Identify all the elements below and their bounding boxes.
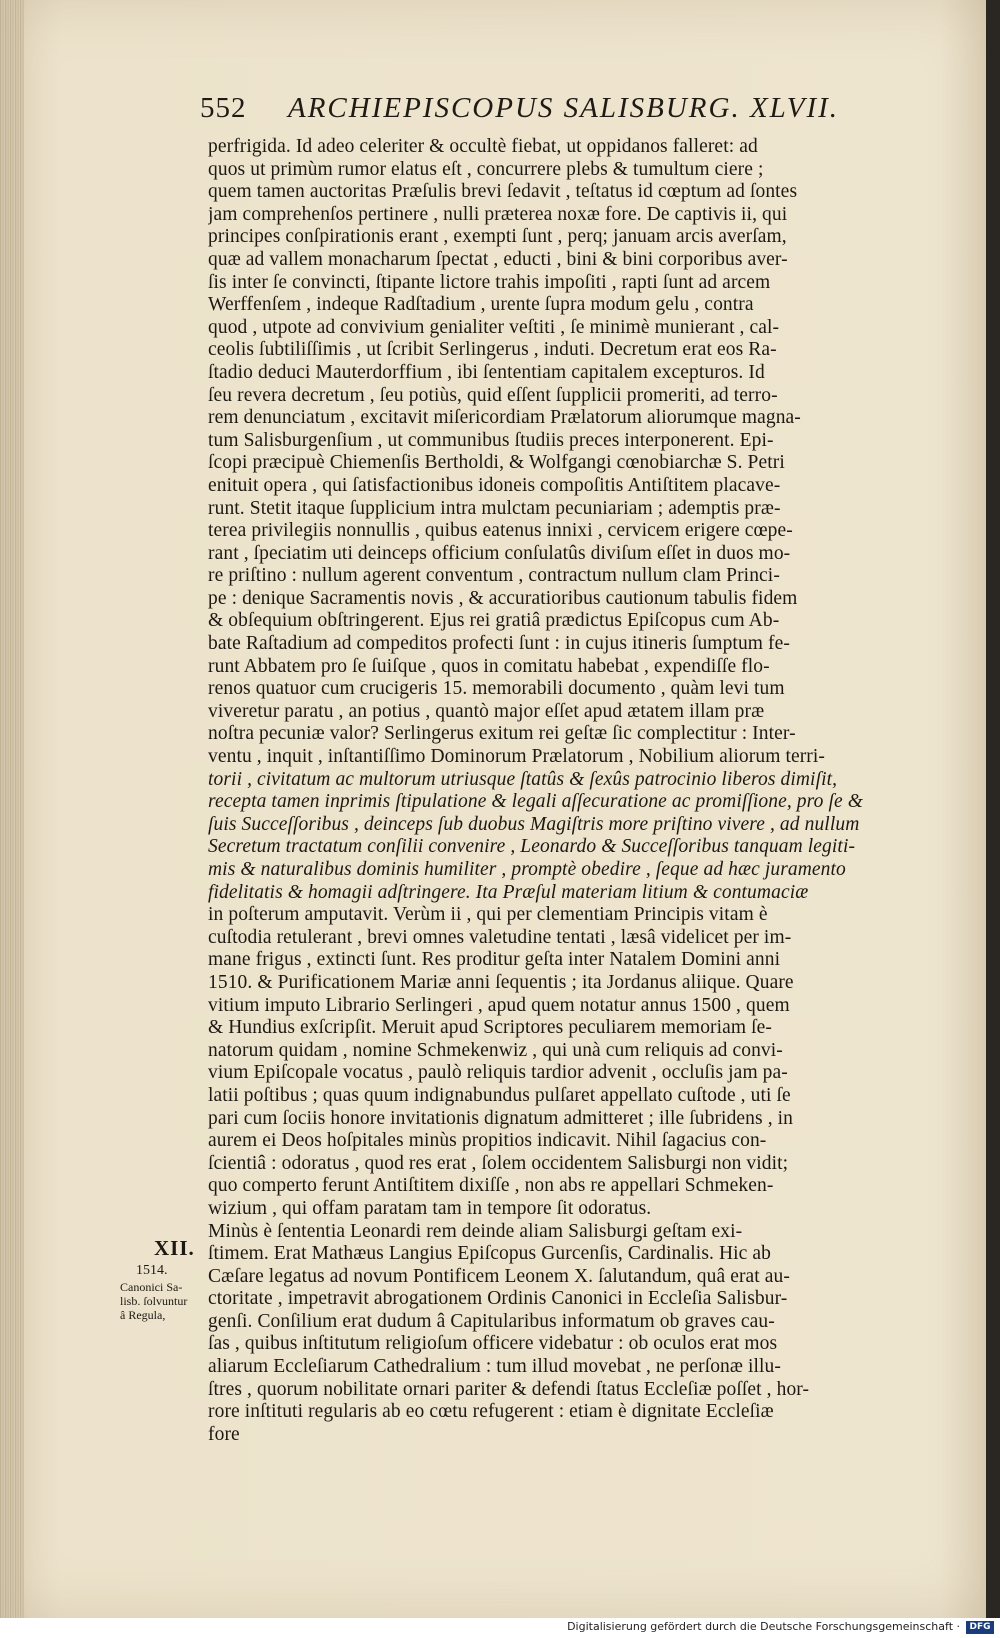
text-line: ſeu revera decretum , ſeu potiùs, quid eſſent ſupplicii promeriti, ad terro- [208,384,778,406]
text-line: viveretur paratu , an potius , quantò major eſſet apud ætatem illam præ [208,700,765,722]
page-number: 552 [200,92,247,124]
text-line: latii poſtibus ; quas quum indignabundus pulſaret appellato cuſtode , uti ſe [208,1084,791,1106]
text-line: perfrigida. Id adeo celeriter & occultè fiebat, ut oppidanos falleret: ad [208,136,758,157]
page-edge-stack [0,0,24,1618]
text-line: jam comprehenſos pertinere , nulli præterea noxæ fore. De captivis ii, qui [208,203,788,225]
text-line: pe : denique Sacramentis novis , & accuratioribus cautionum tabulis fidem [208,587,798,609]
dfg-logo-icon: DFG [966,1621,994,1634]
text-line: ceolis ſubtiliſſimis , ut ſcribit Serlingerus , induti. Decretum erat eos Ra- [208,339,777,361]
page-header [200,88,900,136]
text-line: & Hundius exſcripſit. Meruit apud Scriptores peculiarem memoriam ſe- [208,1017,773,1039]
text-line: fore [208,1423,240,1445]
text-line: Minùs è ſententia Leonardi rem deinde aliam Salisburgi geſtam exi- [208,1220,743,1242]
text-line: principes conſpirationis erant , exempti ſunt , perq; januam arcis averſam, [208,226,787,248]
margin-note [120,1280,220,1322]
margin-note-line: lisb. ſolvuntur [120,1294,188,1308]
margin-year: 1514. [136,1263,168,1278]
text-line: genſi. Conſilium erat dudum â Capitularibus informatum ob graves cau- [208,1310,775,1332]
text-line: Werffenſem , indeque Radſtadium , urente ſupra modum gelu , contra [208,294,754,316]
text-line: ſtadio deduci Mauterdorffium , ibi ſententiam capitalem excepturos. Id [208,361,765,383]
text-line: 1510. & Purificationem Mariæ anni ſequentis ; ita Jordanus aliique. Quare [208,971,794,993]
text-line: enituit opera , qui ſatisfactionibus idoneis compoſitis Antiſtitem placave- [208,474,781,496]
text-line: terea privilegiis nonnullis , quibus eatenus innixi , cervicem erigere cœpe- [208,520,793,542]
text-line: torii , civitatum ac multorum utriusque ſtatûs & ſexûs patrocinio liberos dimiſit, [208,768,838,790]
text-line: bate Raſtadium ad compeditos profecti ſunt : in cujus itineris ſumptum fe- [208,633,790,655]
text-line: runt Abbatem pro ſe ſuiſque , quos in comitatu habebat , expendiſſe flo- [208,655,770,677]
text-line: in poſterum amputavit. Verùm ii , qui per clementiam Principis vitam è [208,904,768,926]
text-line: ſcientiâ : odoratus , quod res erat , ſolem occidentem Salisburgi non vidit; [208,1152,789,1174]
text-line: mane frigus , extincti ſunt. Res proditur geſta inter Natalem Domini anni [208,949,781,971]
text-line: Secretum tractatum conſilii convenire , Leonardo & Succeſſoribus tanquam legiti- [208,836,856,858]
text-line: quo comperto ferunt Antiſtitem dixiſſe , non abs re appellari Schmeken- [208,1175,774,1197]
margin-note-line: Canonici Sa- [120,1280,183,1294]
text-line: ſtres , quorum nobilitate ornari pariter & defendi ſtatus Eccleſiæ poſſet , hor- [208,1378,810,1400]
text-line: quem tamen auctoritas Præſulis brevi ſedavit , teſtatus id cœptum ad ſontes [208,181,798,203]
text-line: rem denunciatum , excitavit miſericordiam Prælatorum aliorumque magna- [208,407,801,429]
text-line: ſtimem. Erat Mathæus Langius Epiſcopus Gurcenſis, Cardinalis. Hic ab [208,1243,771,1265]
text-line: vitium imputo Librario Serlingeri , apud quem notatur annus 1500 , quem [208,994,790,1016]
text-line: quæ ad vallem monacharum ſpectat , educti , bini & bini corporibus aver- [208,248,788,270]
text-line: wizium , qui offam paratam tam in tempore ſit odoratus. [208,1197,652,1219]
text-line: noſtra pecuniæ valor? Serlingerus exitum rei geſtæ ſic complectitur : Inter- [208,723,796,745]
text-line: cuſtodia retulerant , brevi omnes valetudine tentati , læsâ videlicet per im- [208,926,792,948]
text-line: ſuis Succeſſoribus , deinceps ſub duobus Magiſtris more priſtino vivere , ad nullum [208,813,860,835]
text-line: vium Epiſcopale vocatus , paulò reliquis tardior advenit , occluſis jam pa- [208,1062,788,1084]
text-line: tum Salisburgenſium , ut communibus ſtudiis preces interponerent. Epi- [208,429,774,451]
text-line: ſis inter ſe convincti, ſtipante lictore trahis impoſiti , rapti ſunt ad arcem [208,271,771,293]
text-line: mis & naturalibus dominis humiliter , promptè obedire , ſeque ad hæc juramento [208,859,846,880]
section-numeral: XII. [154,1236,195,1260]
text-line: aurem ei Deos hoſpitales minùs propitios indicavit. Nihil ſagacius con- [208,1130,767,1152]
text-line: rant , ſpeciatim uti deinceps officium conſulatûs diviſum eſſet in duos mo- [208,542,791,564]
footer-bar [0,1618,1000,1638]
text-line: Cæſare legatus ad novum Pontificem Leonem X. ſalutandum, quâ erat au- [208,1265,790,1287]
text-line: ctoritate , impetravit abrogationem Ordinis Canonici in Eccleſia Salisbur- [208,1288,788,1310]
running-head: ARCHIEPISCOPUS SALISBURG. XLVII. [288,92,840,124]
text-line: re priſtino : nullum agerent conventum , contractum nullum clam Princi- [208,565,780,587]
text-line: & obſequium obſtringerent. Ejus rei gratiâ prædictus Epiſcopus cum Ab- [208,610,780,632]
text-line: ſcopi præcipuè Chiemenſis Bertholdi, & Wolfgangi cœnobiarchæ S. Petri [208,452,785,474]
text-line: natorum quidam , nomine Schmekenwiz , qui unà cum reliquis ad convi- [208,1039,783,1061]
text-line: recepta tamen inprimis ſtipulatione & legali aſſecuratione ac promiſſione, pro ſe & [208,791,863,813]
margin-note-line: â Regula, [120,1308,166,1322]
text-line: aliarum Eccleſiarum Cathedralium : tum illud movebat , ne perſonæ illu- [208,1356,781,1378]
text-line: ſas , quibus inſtitutum religioſum officere videbatur : ob oculos erat mos [208,1333,778,1355]
text-line: ventu , inquit , inſtantiſſimo Dominorum Prælatorum , Nobilium aliorum terri- [208,746,826,768]
text-line: quos ut primùm rumor elatus eſt , concurrere plebs & tumultum ciere ; [208,158,764,180]
text-line: runt. Stetit itaque ſupplicium intra mulctam pecuniariam ; ademptis præ- [208,497,781,519]
body-text [208,136,900,1446]
text-line: fidelitatis & homagii adſtringere. Ita Præſul materiam litium & contumaciæ [208,881,809,903]
text-line: renos quatuor cum crucigeris 15. memorabili documento , quàm levi tum [208,678,785,700]
funding-credit: Digitalisierung gefördert durch die Deutsche Forschungsgemeinschaft · [567,1620,960,1633]
text-line: rore inſtituti regularis ab eo cœtu refugerent : etiam è dignitate Eccleſiæ [208,1401,774,1423]
text-line: quod , utpote ad convivium genialiter veſtiti , ſe minimè munierant , cal- [208,316,780,338]
text-line: pari cum ſociis honore invitationis dignatum admitteret ; ille ſubridens , in [208,1107,794,1129]
